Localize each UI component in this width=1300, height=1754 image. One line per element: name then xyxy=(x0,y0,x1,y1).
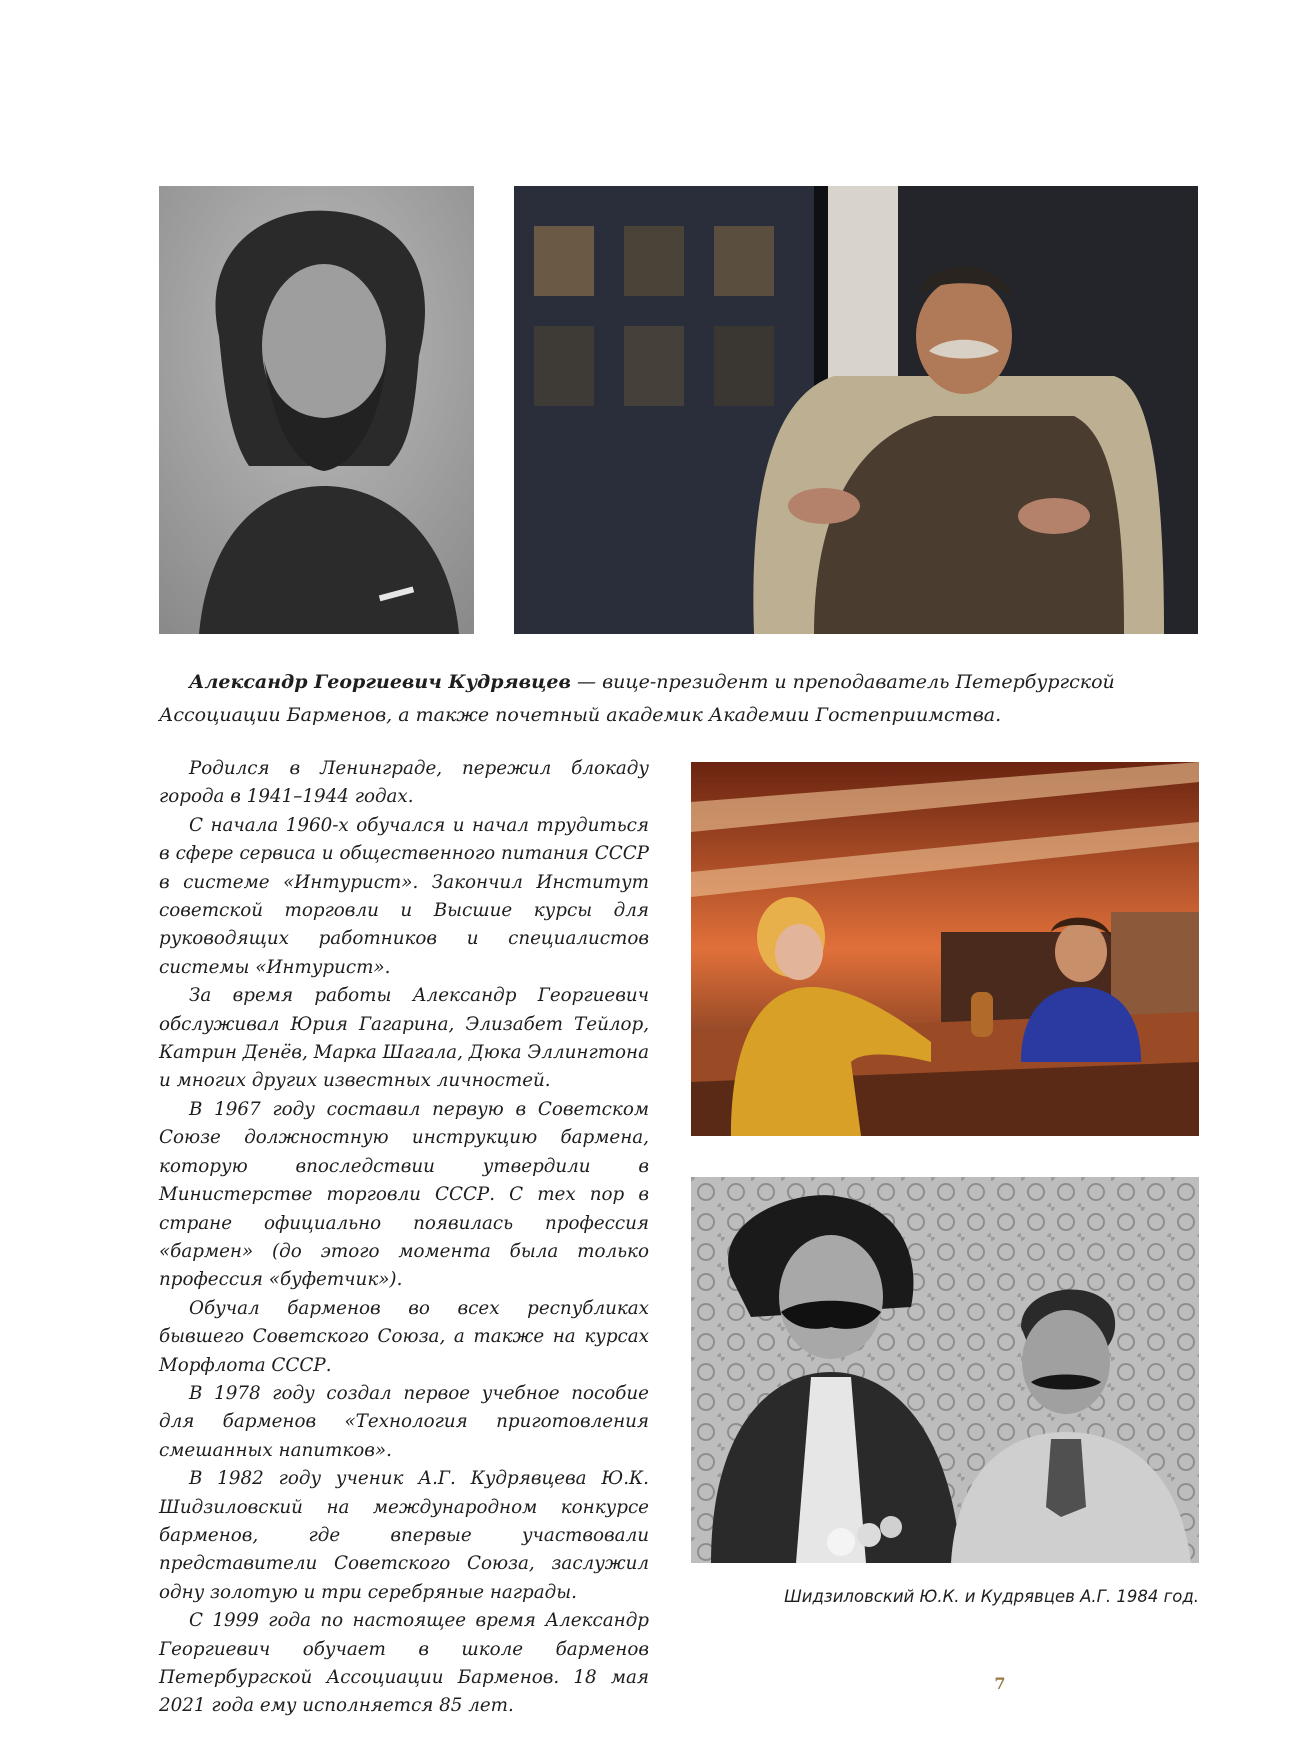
paragraph: Обучал барменов во всех республиках бывшего Советского Союза, а также на курсах Морфлота СССР. xyxy=(159,1297,649,1376)
photo-armchair-portrait xyxy=(514,186,1198,634)
photo-caption: Шидзиловский Ю.К. и Кудрявцев А.Г. 1984 год. xyxy=(784,1587,1199,1606)
main-caption xyxy=(159,666,1199,732)
caption-name: Александр Георгиевич Кудрявцев xyxy=(189,671,571,693)
biography-text xyxy=(159,755,649,1721)
page-number: 7 xyxy=(994,1674,1006,1693)
caption-line1: — вице-президент и преподаватель Петербургской xyxy=(571,671,1115,693)
photo-bar-scene xyxy=(691,762,1199,1136)
paragraph: Родился в Ленинграде, пережил блокаду города в 1941–1944 годах. xyxy=(159,758,649,808)
photo-portrait-young xyxy=(159,186,474,634)
paragraph: С 1999 года по настоящее время Александр Георгиевич обучает в школе барменов Петербургской Ассоциации Барменов. 18 мая 2021 года ему исполняется 85 лет. xyxy=(159,1610,649,1717)
paragraph: За время работы Александр Георгиевич обслуживал Юрия Гагарина, Элизабет Тейлор, Катрин Денёв, Марка Шагала, Дюка Эллингтона и многих других известных личностей. xyxy=(159,985,649,1092)
paragraph: В 1978 году создал первое учебное пособие для барменов «Технология приготовления смешанных напитков». xyxy=(159,1382,649,1461)
caption-line2: Ассоциации Барменов, а также почетный академик Академии Гостеприимства. xyxy=(159,704,1002,726)
paragraph: В 1982 году ученик А.Г. Кудрявцева Ю.К. Шидзиловский на международном конкурсе барменов, где впервые участвовали представители Советского Союза, заслужил одну золотую и три серебряные награды. xyxy=(159,1468,649,1603)
paragraph: В 1967 году составил первую в Советском Союзе должностную инструкцию бармена, которую впоследствии утвердили в Министерстве торговли СССР. С тех пор в стране официально появилась профессия «бармен» (до этого момента была только профессия «буфетчик»). xyxy=(159,1098,649,1291)
photo-two-men-medals xyxy=(691,1177,1199,1563)
paragraph: С начала 1960-х обучался и начал трудиться в сфере сервиса и общественного питания СССР в системе «Интурист». Закончил Институт советской торговли и Высшие курсы для руководящих работников и специалистов системы «Интурист». xyxy=(159,814,649,978)
